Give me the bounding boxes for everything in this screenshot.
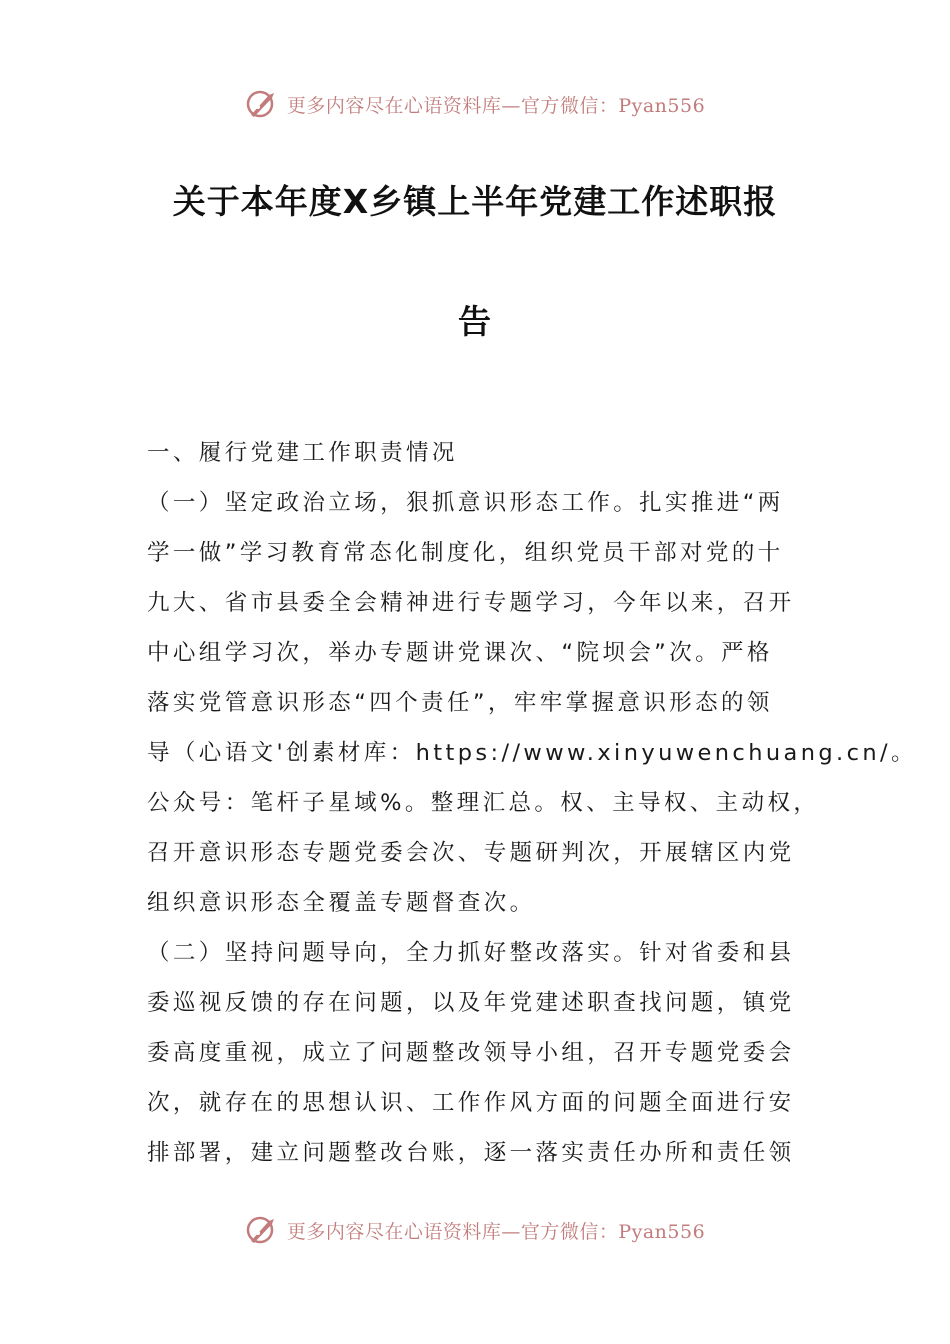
watermark-text: 更多内容尽在心语资料库—官方微信：Pyan556 <box>286 1220 706 1243</box>
body-line: 学一做”学习教育常态化制度化，组织党员干部对党的十 <box>147 540 784 566</box>
pen-nib-logo-icon <box>245 87 279 121</box>
body-line: 九大、省市县委全会精神进行专题学习，今年以来，召开 <box>147 590 795 616</box>
body-line: 导（心语文'创素材库：https://www.xinyuwenchuang.cn/。 <box>147 740 917 766</box>
body-line: 召开意识形态专题党委会次、专题研判次，开展辖区内党 <box>147 840 795 866</box>
document-title-line-2: 告 <box>458 302 492 341</box>
header-watermark <box>0 84 950 124</box>
body-line: 组织意识形态全覆盖专题督查次。 <box>147 890 536 916</box>
body-line: 公众号：笔杆子星域%。整理汇总。权、主导权、主动权， <box>147 790 820 816</box>
body-line: 排部署，建立问题整改台账，逐一落实责任办所和责任领 <box>147 1140 795 1166</box>
body-line: 中心组学习次，举办专题讲党课次、“院坝会”次。严格 <box>147 640 773 666</box>
watermark-text: 更多内容尽在心语资料库—官方微信：Pyan556 <box>286 94 706 117</box>
document-body <box>147 428 917 1178</box>
footer-watermark <box>0 1210 950 1250</box>
body-line: 一、履行党建工作职责情况 <box>147 440 458 466</box>
body-line: （一）坚定政治立场，狠抓意识形态工作。扎实推进“两 <box>147 490 784 516</box>
pen-nib-logo-icon <box>245 1213 279 1247</box>
body-line: （二）坚持问题导向，全力抓好整改落实。针对省委和县 <box>147 940 795 966</box>
body-line: 落实党管意识形态“四个责任”，牢牢掌握意识形态的领 <box>147 690 773 716</box>
body-line: 委高度重视，成立了问题整改领导小组，召开专题党委会 <box>147 1040 795 1066</box>
document-title-line-1: 关于本年度X乡镇上半年党建工作述职报 <box>172 182 778 221</box>
body-line: 次，就存在的思想认识、工作作风方面的问题全面进行安 <box>147 1090 795 1116</box>
body-line: 委巡视反馈的存在问题，以及年党建述职查找问题，镇党 <box>147 990 795 1016</box>
